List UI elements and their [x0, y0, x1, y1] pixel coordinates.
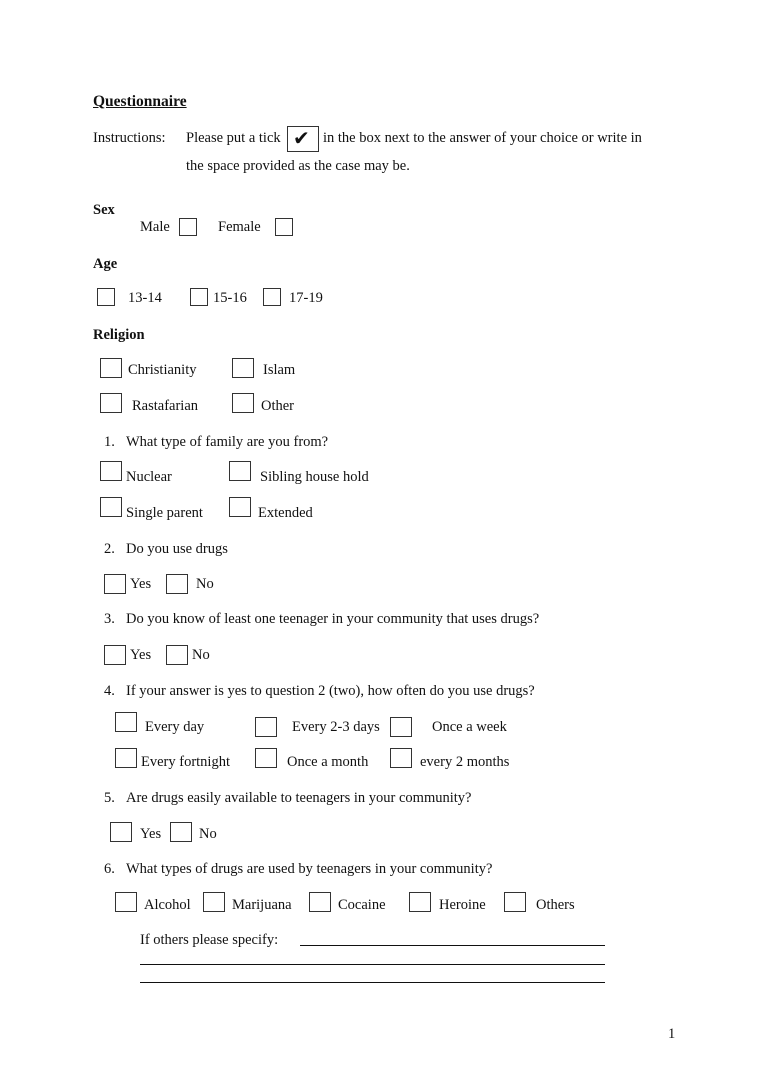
family-single-parent-checkbox[interactable] [100, 497, 122, 517]
question-number: 3. [104, 611, 115, 627]
age-17-19-checkbox[interactable] [263, 288, 281, 306]
specify-answer-line-3[interactable] [140, 982, 605, 983]
religion-option-label: Christianity [128, 362, 197, 378]
freq-every-2-months-checkbox[interactable] [390, 748, 412, 768]
option-label: Every 2-3 days [292, 719, 380, 735]
availability-yes-checkbox[interactable] [110, 822, 132, 842]
age-option-label: 13-14 [128, 290, 162, 306]
family-nuclear-checkbox[interactable] [100, 461, 122, 481]
option-label: Once a week [432, 719, 507, 735]
age-option-label: 15-16 [213, 290, 247, 306]
question-text: What type of family are you from? [126, 434, 329, 450]
checkmark-icon: ✔ [293, 126, 310, 150]
use-drugs-yes-checkbox[interactable] [104, 574, 126, 594]
option-label: Extended [258, 505, 313, 521]
drug-cocaine-checkbox[interactable] [309, 892, 331, 912]
specify-answer-line-2[interactable] [140, 964, 605, 965]
family-extended-checkbox[interactable] [229, 497, 251, 517]
question-text: Are drugs easily available to teenagers in your community? [126, 790, 472, 806]
instructions-label: Instructions: [93, 130, 166, 146]
option-label: No [199, 826, 217, 842]
religion-option-label: Rastafarian [132, 398, 199, 414]
religion-christianity-checkbox[interactable] [100, 358, 122, 378]
question-number: 4. [104, 683, 115, 699]
page-title: Questionnaire [93, 93, 187, 110]
question-text: Do you use drugs [126, 541, 228, 557]
option-label: Others [536, 897, 575, 913]
option-label: Sibling house hold [260, 469, 369, 485]
option-label: Single parent [126, 505, 203, 521]
option-label: Every day [145, 719, 205, 735]
freq-every-2-3-days-checkbox[interactable] [255, 717, 277, 737]
religion-heading: Religion [93, 327, 145, 343]
know-user-no-checkbox[interactable] [166, 645, 188, 665]
religion-option-label: Islam [263, 362, 296, 378]
drug-others-checkbox[interactable] [504, 892, 526, 912]
option-label: every 2 months [420, 754, 510, 770]
option-label: Yes [140, 826, 162, 842]
freq-once-a-week-checkbox[interactable] [390, 717, 412, 737]
religion-other-checkbox[interactable] [232, 393, 254, 413]
option-label: Once a month [287, 754, 369, 770]
age-15-16-checkbox[interactable] [190, 288, 208, 306]
drug-heroine-checkbox[interactable] [409, 892, 431, 912]
freq-every-fortnight-checkbox[interactable] [115, 748, 137, 768]
option-label: Alcohol [144, 897, 191, 913]
family-sibling-household-checkbox[interactable] [229, 461, 251, 481]
instructions-text-end: in the box next to the answer of your choice or write in [323, 130, 642, 146]
religion-rastafarian-checkbox[interactable] [100, 393, 122, 413]
use-drugs-no-checkbox[interactable] [166, 574, 188, 594]
sex-female-checkbox[interactable] [275, 218, 293, 236]
option-label: Yes [130, 576, 152, 592]
option-label: Heroine [439, 897, 486, 913]
option-label: Yes [130, 647, 152, 663]
sex-option-female-label: Female [218, 219, 261, 235]
sex-male-checkbox[interactable] [179, 218, 197, 236]
option-label: Nuclear [126, 469, 172, 485]
age-heading: Age [93, 256, 118, 272]
question-text: If your answer is yes to question 2 (two), how often do you use drugs? [126, 683, 535, 699]
option-label: Cocaine [338, 897, 386, 913]
drug-marijuana-checkbox[interactable] [203, 892, 225, 912]
question-text: What types of drugs are used by teenagers in your community? [126, 861, 493, 877]
option-label: Every fortnight [141, 754, 230, 770]
question-number: 1. [104, 434, 115, 450]
religion-islam-checkbox[interactable] [232, 358, 254, 378]
sex-option-male-label: Male [140, 219, 170, 235]
instructions-text-line2: the space provided as the case may be. [186, 158, 410, 174]
drug-alcohol-checkbox[interactable] [115, 892, 137, 912]
specify-answer-line-1[interactable] [300, 945, 605, 946]
option-label: No [192, 647, 210, 663]
question-number: 6. [104, 861, 115, 877]
option-label: Marijuana [232, 897, 292, 913]
page-number: 1 [668, 1026, 676, 1042]
specify-label: If others please specify: [140, 932, 279, 948]
option-label: No [196, 576, 214, 592]
age-13-14-checkbox[interactable] [97, 288, 115, 306]
availability-no-checkbox[interactable] [170, 822, 192, 842]
sample-tick-box [287, 126, 319, 152]
religion-option-label: Other [261, 398, 295, 414]
freq-every-day-checkbox[interactable] [115, 712, 137, 732]
instructions-text-start: Please put a tick [186, 130, 281, 146]
know-user-yes-checkbox[interactable] [104, 645, 126, 665]
age-option-label: 17-19 [289, 290, 323, 306]
question-number: 2. [104, 541, 115, 557]
question-text: Do you know of least one teenager in your community that uses drugs? [126, 611, 540, 627]
freq-once-a-month-checkbox[interactable] [255, 748, 277, 768]
question-number: 5. [104, 790, 115, 806]
sex-heading: Sex [93, 202, 115, 218]
